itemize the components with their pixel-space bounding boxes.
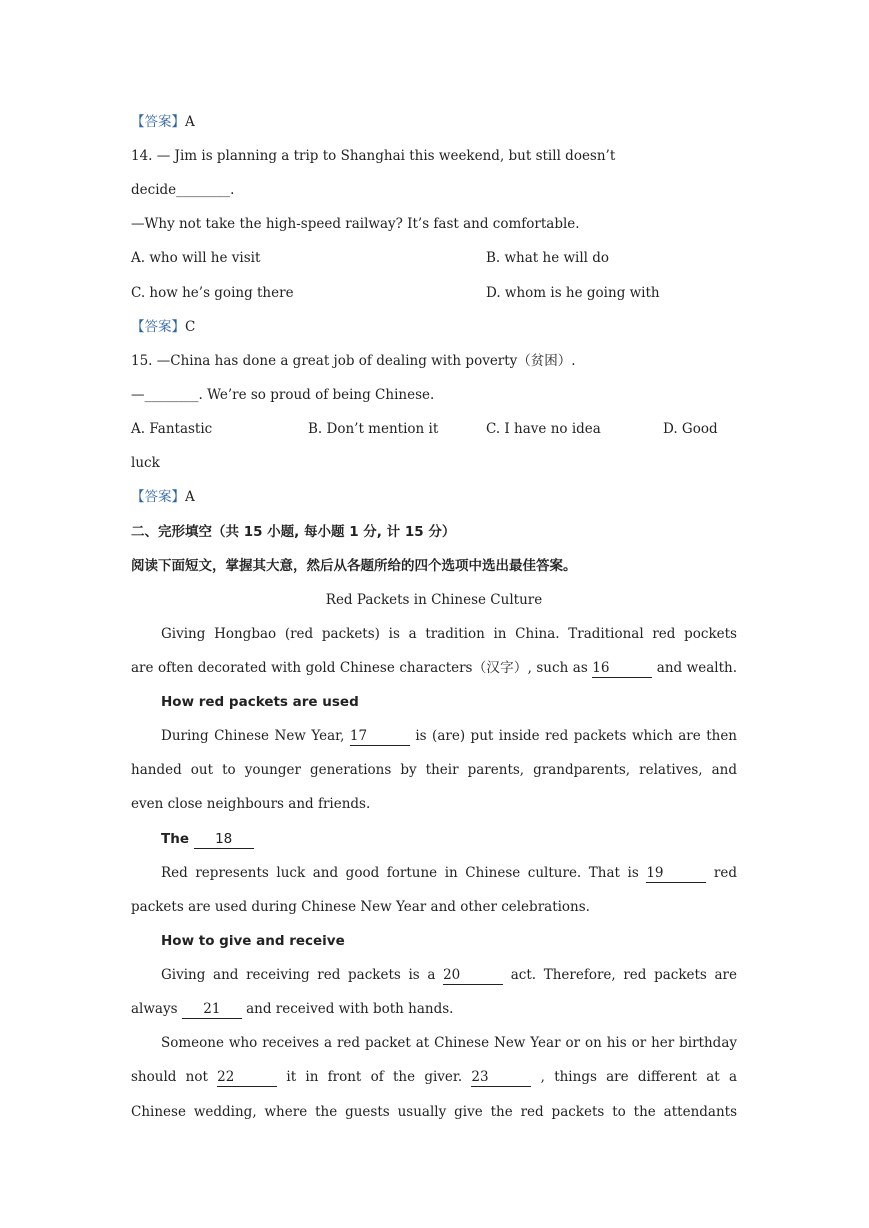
option-b: B. what he will do [486,250,610,266]
option-a: A. Fantastic [131,421,213,437]
answer-tag: 【答案】 [131,489,185,505]
paragraph-2-line-2: handed out to younger generations by their parents, grandparents, relatives, and [131,762,737,778]
option-c: C. how he’s going there [131,285,294,301]
paragraph-2-line-3: even close neighbours and friends. [131,796,371,812]
text-segment: and wealth. [656,660,737,676]
question-15-options-wrap: luck [131,455,160,471]
answer-line-13 [131,112,737,132]
paragraph-1-line-1: Giving Hongbao (red packets) is a tradition in China. Traditional red pockets [161,626,737,642]
text-segment: , things are different at a [540,1069,737,1085]
text-segment: are often decorated with gold Chinese characters（汉字）, such as [131,660,588,676]
paragraph-5-line-3: Chinese wedding, where the guests usually give the red packets to the attendants [131,1104,737,1120]
text-segment: Red represents luck and good fortune in Chinese culture. That is [161,865,639,881]
text-segment: is (are) put inside red packets which are then [415,728,738,744]
paragraph-5-line-2 [131,1067,737,1087]
text-segment: and received with both hands. [246,1001,454,1017]
option-c: C. I have no idea [486,421,601,437]
option-d: D. whom is he going with [486,285,660,301]
paragraph-2-line-1 [161,726,737,746]
subheading-blank [161,829,737,849]
question-15-stem: 15. —China has done a great job of dealing with poverty（贫困）. [131,353,576,369]
text-segment: During Chinese New Year, [161,728,345,744]
blank-21: 21 [182,1001,242,1019]
answer-value: A [185,114,195,130]
option-b: B. Don’t mention it [308,421,439,437]
paragraph-4-line-1 [161,965,737,985]
section-instruction: 阅读下面短文，掌握其大意，然后从各题所给的四个选项中选出最佳答案。 [131,558,577,574]
blank-23: 23 [471,1069,531,1087]
answer-tag: 【答案】 [131,114,185,130]
paragraph-4-line-2 [131,999,737,1019]
option-d: D. Good [663,421,718,437]
blank-16: 16 [592,660,652,678]
answer-tag: 【答案】 [131,319,185,335]
text-segment: Giving and receiving red packets is a [161,967,436,983]
paragraph-3-line-2: packets are used during Chinese New Year and other celebrations. [131,899,590,915]
text-segment: should not [131,1069,208,1085]
question-15-reply: —________. We’re so proud of being Chinese. [131,387,435,403]
text-segment: red [713,865,737,881]
text-segment: The [161,831,189,847]
blank-17: 17 [350,728,410,746]
text-segment: always [131,1001,178,1017]
answer-line-14 [131,317,737,337]
blank-22: 22 [217,1069,277,1087]
paragraph-1-line-2 [131,658,737,678]
answer-line-15 [131,487,737,507]
blank-18: 18 [194,831,254,849]
subheading-give-receive: How to give and receive [161,933,345,949]
blank-19: 19 [646,865,706,883]
question-14-reply: —Why not take the high-speed railway? It’s fast and comfortable. [131,216,580,232]
text-segment: act. Therefore, red packets are [510,967,737,983]
paragraph-3-line-1 [161,863,737,883]
passage-title: Red Packets in Chinese Culture [325,592,543,608]
paragraph-5-line-1: Someone who receives a red packet at Chinese New Year or on his or her birthday [161,1035,737,1051]
text-segment: it in front of the giver. [286,1069,463,1085]
option-a: A. who will he visit [131,250,261,266]
section-heading: 二、完形填空（共 15 小题, 每小题 1 分, 计 15 分） [131,524,456,540]
answer-value: A [185,489,195,505]
subheading-usage: How red packets are used [161,694,359,710]
question-14-stem: 14. — Jim is planning a trip to Shanghai this weekend, but still doesn’t [131,148,616,164]
blank-20: 20 [443,967,503,985]
question-14-stem-cont: decide________. [131,182,235,198]
answer-value: C [185,319,196,335]
